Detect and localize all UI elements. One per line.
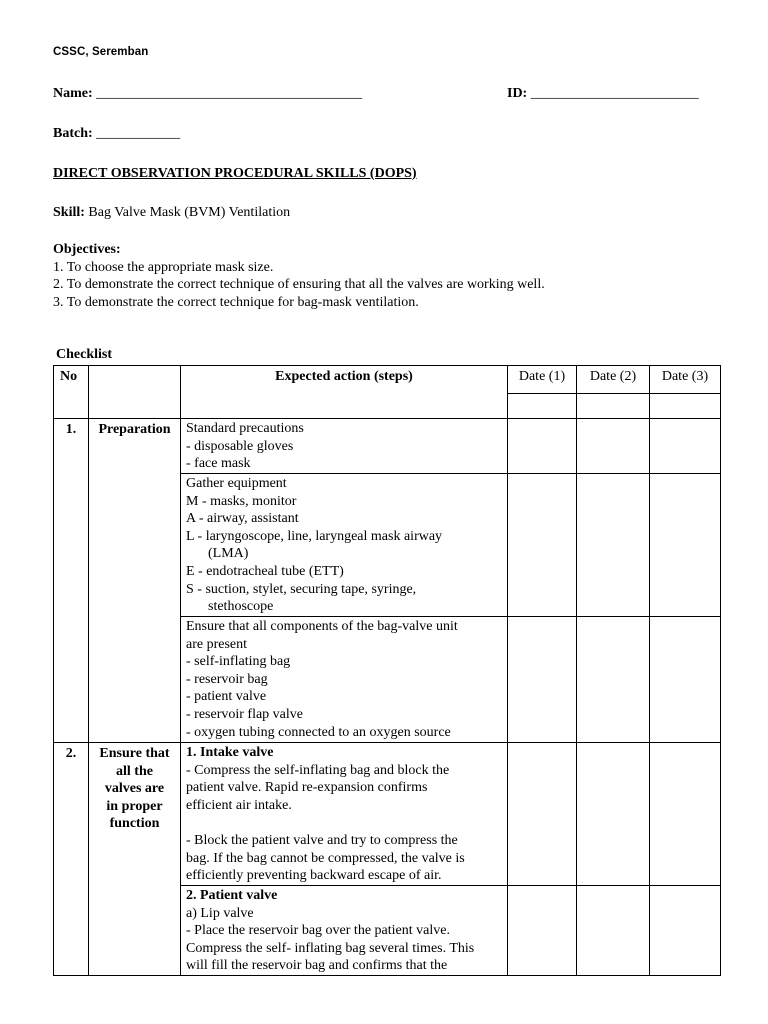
action-cell: [181, 617, 508, 743]
action-cell: [181, 474, 508, 617]
batch-blank[interactable]: ____________: [96, 126, 181, 141]
action-line: L - laryngoscope, line, laryngeal mask airway: [186, 528, 443, 544]
category-line: Ensure that: [99, 746, 170, 761]
column-header-no: No: [54, 366, 89, 419]
table-row: [54, 419, 721, 474]
category-line: valves are: [104, 781, 165, 797]
action-line: - face mask: [186, 456, 251, 472]
action-line: M - masks, monitor: [186, 493, 297, 509]
category-line: Preparation: [98, 422, 171, 437]
document-title: DIRECT OBSERVATION PROCEDURAL SKILLS (DOPS): [53, 166, 417, 181]
action-cell: [181, 743, 508, 886]
action-subheading: 1. Intake valve: [186, 745, 274, 760]
name-blank[interactable]: ______________________________________: [96, 86, 363, 101]
action-cell: [181, 886, 508, 976]
action-line: patient valve. Rapid re-expansion confirms: [186, 780, 428, 796]
column-header-date-3: Date (3): [650, 366, 721, 394]
action-line: - reservoir flap valve: [186, 706, 303, 722]
id-field[interactable]: [507, 86, 699, 102]
category-line: all the: [116, 763, 153, 779]
action-line: - reservoir bag: [186, 671, 268, 687]
action-line: E - endotracheal tube (ETT): [186, 563, 344, 579]
id-label: ID:: [507, 86, 528, 101]
action-line: - disposable gloves: [186, 438, 294, 454]
date-1-subheader[interactable]: [508, 394, 577, 419]
name-field[interactable]: [53, 86, 362, 102]
objective-item: 3. To demonstrate the correct technique for bag-mask ventilation.: [53, 294, 419, 310]
action-line: Standard precautions: [186, 421, 304, 436]
date-1-cell[interactable]: [508, 886, 577, 976]
row-number: 2.: [54, 743, 89, 976]
date-3-cell[interactable]: [650, 419, 721, 474]
category-line: in proper: [106, 798, 163, 814]
action-line: - Block the patient valve and try to compress the: [186, 832, 458, 848]
id-blank[interactable]: ________________________: [530, 86, 699, 101]
objective-item: 1. To choose the appropriate mask size.: [53, 259, 274, 275]
action-line: bag. If the bag cannot be compressed, the valve is: [186, 850, 465, 866]
checklist-table: [53, 365, 721, 976]
organization-name: CSSC, Seremban: [53, 46, 149, 58]
date-2-cell[interactable]: [577, 743, 650, 886]
date-3-subheader[interactable]: [650, 394, 721, 419]
date-2-subheader[interactable]: [577, 394, 650, 419]
date-3-cell[interactable]: [650, 474, 721, 617]
column-header-date-1: Date (1): [508, 366, 577, 394]
date-2-cell[interactable]: [577, 419, 650, 474]
category-line: function: [109, 816, 160, 832]
action-subheading: 2. Patient valve: [186, 888, 278, 903]
date-1-cell[interactable]: [508, 617, 577, 743]
action-line: Compress the self- inflating bag several times. This: [186, 940, 475, 956]
action-line: - oxygen tubing connected to an oxygen source: [186, 724, 451, 740]
action-line: - self-inflating bag: [186, 654, 291, 670]
action-line: A - airway, assistant: [186, 511, 299, 527]
action-line: - Compress the self-inflating bag and block the: [186, 762, 450, 778]
action-line: S - suction, stylet, securing tape, syringe,: [186, 581, 417, 597]
action-cell: [181, 419, 508, 474]
date-2-cell[interactable]: [577, 617, 650, 743]
skill-line: [53, 205, 290, 221]
column-header-date-2: Date (2): [577, 366, 650, 394]
date-1-cell[interactable]: [508, 743, 577, 886]
checklist-label: Checklist: [56, 347, 112, 362]
column-header-category: [89, 366, 181, 419]
skill-value: Bag Valve Mask (BVM) Ventilation: [88, 205, 291, 220]
skill-label: Skill:: [53, 205, 85, 220]
date-2-cell[interactable]: [577, 474, 650, 617]
action-line: - patient valve: [186, 689, 267, 705]
row-number: 1.: [54, 419, 89, 743]
action-line: efficiently preventing backward escape of air.: [186, 868, 442, 884]
action-line: efficient air intake.: [186, 797, 292, 813]
date-3-cell[interactable]: [650, 617, 721, 743]
date-1-cell[interactable]: [508, 474, 577, 617]
action-line: will fill the reservoir bag and confirms that the: [186, 958, 448, 974]
column-header-expected-action: Expected action (steps): [181, 366, 508, 419]
action-line: Gather equipment: [186, 476, 287, 491]
objective-item: 2. To demonstrate the correct technique of ensuring that all the valves are working well.: [53, 277, 545, 292]
action-line: a) Lip valve: [186, 905, 254, 921]
date-2-cell[interactable]: [577, 886, 650, 976]
action-line: stethoscope: [208, 599, 274, 615]
action-line: are present: [186, 636, 248, 652]
name-label: Name:: [53, 86, 93, 101]
row-category: [89, 419, 181, 743]
action-line: (LMA): [208, 546, 249, 562]
batch-label: Batch:: [53, 126, 93, 141]
date-1-cell[interactable]: [508, 419, 577, 474]
action-line: Ensure that all components of the bag-valve unit: [186, 619, 458, 634]
table-row: [54, 743, 721, 886]
date-3-cell[interactable]: [650, 743, 721, 886]
table-header-row: [54, 366, 721, 394]
action-line: - Place the reservoir bag over the patient valve.: [186, 923, 450, 939]
batch-field[interactable]: [53, 126, 180, 142]
row-category: [89, 743, 181, 976]
action-line: [186, 814, 504, 832]
date-3-cell[interactable]: [650, 886, 721, 976]
objectives-section: [53, 241, 545, 311]
objectives-heading: Objectives:: [53, 242, 121, 257]
